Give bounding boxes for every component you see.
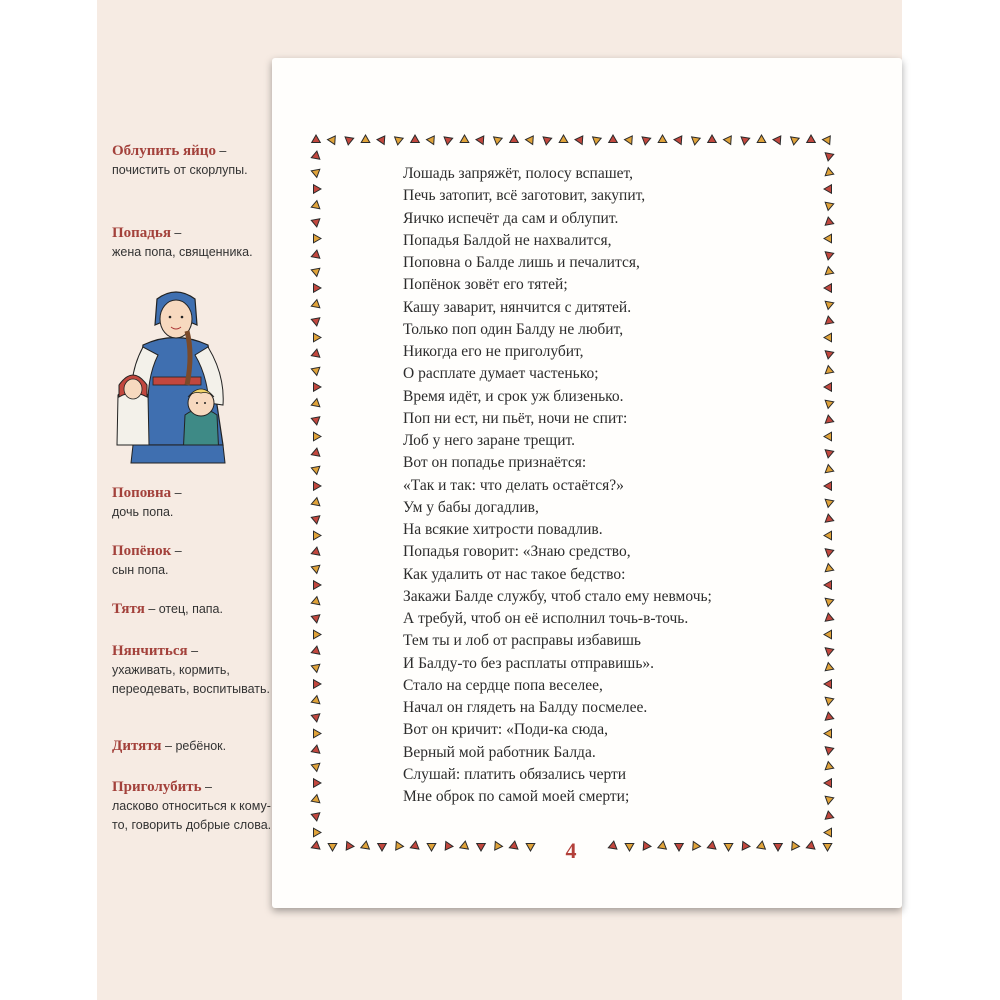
- border-ornament: [311, 201, 320, 209]
- poem-line: Попадья говорит: «Знаю средство,: [403, 543, 631, 561]
- glossary-separator: –: [170, 226, 182, 240]
- border-ornament: [825, 648, 834, 656]
- border-ornament: [495, 842, 503, 851]
- poem-text: [403, 163, 803, 808]
- border-ornament: [427, 136, 435, 145]
- border-ornament: [824, 581, 832, 590]
- border-ornament: [824, 383, 832, 392]
- glossary-definition: почистить от скорлупы.: [112, 163, 248, 177]
- glossary-definition: ухаживать, кормить, переодевать, воспитывать.: [112, 663, 270, 696]
- border-ornament: [825, 168, 834, 176]
- border-ornament: [311, 745, 320, 753]
- border-ornament: [658, 841, 667, 849]
- poem-line: Поп ни ест, ни пьёт, ночи не спит:: [403, 409, 628, 427]
- border-ornament: [741, 137, 750, 145]
- border-ornament: [311, 498, 320, 506]
- border-ornament: [707, 841, 716, 849]
- border-ornament: [757, 135, 766, 143]
- glossary-definition: ребёнок.: [175, 739, 227, 753]
- glossary-definition: ласково относиться к кому-то, говорить добрые слова.: [112, 799, 272, 832]
- poem-line: Мне оброк по самой моей смерти;: [403, 788, 630, 805]
- border-ornament: [311, 565, 320, 573]
- border-ornament: [311, 417, 320, 425]
- poem-line: Вот он попадье признаётся:: [403, 454, 587, 472]
- border-ornament: [314, 630, 322, 639]
- border-ornament: [692, 137, 701, 145]
- border-ornament: [825, 400, 834, 408]
- border-ornament: [361, 135, 370, 143]
- glossary-term: Тятя: [112, 601, 145, 617]
- poem-line: Ум у бабы догадлив,: [403, 498, 539, 516]
- poem-line: Попёнок зовёт его тятей;: [403, 276, 568, 294]
- poem-line: Поповна о Балде лишь и печалится,: [403, 254, 640, 271]
- border-ornament: [396, 842, 404, 851]
- border-ornament: [825, 316, 834, 324]
- border-ornament: [823, 844, 832, 852]
- border-ornament: [791, 137, 800, 145]
- border-ornament: [311, 516, 320, 524]
- border-ornament: [825, 613, 834, 621]
- border-ornament: [477, 844, 486, 852]
- border-ornament: [311, 597, 320, 605]
- border-ornament: [311, 300, 320, 308]
- border-ornament: [825, 762, 834, 770]
- border-ornament: [825, 712, 834, 720]
- poem-line: Время идёт, и срок уж близенько.: [403, 387, 624, 405]
- border-ornament: [593, 137, 602, 145]
- border-ornament: [643, 842, 651, 851]
- border-ornament: [311, 219, 320, 227]
- border-ornament: [825, 598, 834, 606]
- border-ornament: [825, 450, 834, 458]
- glossary-definition: дочь попа.: [112, 505, 174, 519]
- border-ornament: [608, 841, 617, 849]
- glossary-term: Нянчиться: [112, 643, 188, 659]
- border-ornament: [314, 284, 322, 293]
- border-ornament: [807, 135, 816, 143]
- border-ornament: [476, 136, 484, 145]
- border-ornament: [824, 828, 832, 837]
- border-ornament: [825, 697, 834, 705]
- border-ornament: [494, 137, 503, 145]
- border-ornament: [559, 135, 568, 143]
- poem-line: «Так и так: что делать остаётся?»: [403, 476, 624, 494]
- border-ornament: [575, 136, 583, 145]
- border-ornament: [825, 549, 834, 557]
- border-ornament: [314, 383, 322, 392]
- glossary-term: Приголубить: [112, 779, 202, 795]
- glossary-separator: –: [144, 602, 159, 616]
- border-ornament: [314, 779, 322, 788]
- border-ornament: [311, 763, 320, 771]
- border-ornament: [311, 399, 320, 407]
- page-number: 4: [565, 838, 577, 863]
- border-ornament: [674, 136, 682, 145]
- border-ornament: [460, 135, 469, 143]
- poem-line: Лоб у него заране трещит.: [403, 432, 576, 449]
- border-ornament: [658, 135, 667, 143]
- border-ornament: [625, 136, 633, 145]
- glossary-term: Попадья: [112, 225, 171, 241]
- border-ornament: [825, 351, 834, 359]
- poem-line: О расплате думает частенько;: [403, 365, 599, 383]
- glossary-separator: –: [201, 780, 212, 794]
- poem-line: Тем ты и лоб от расправы избавишь: [403, 632, 641, 650]
- border-ornament: [378, 844, 387, 852]
- border-ornament: [724, 844, 733, 852]
- glossary-separator: –: [171, 544, 182, 558]
- border-ornament: [311, 646, 320, 654]
- border-ornament: [427, 844, 436, 852]
- border-ornament: [311, 466, 320, 474]
- border-ornament: [824, 680, 832, 689]
- glossary-definition: жена попа, священника.: [112, 245, 253, 259]
- border-ornament: [311, 367, 320, 375]
- border-ornament: [824, 482, 832, 491]
- border-ornament: [312, 135, 321, 143]
- border-ornament: [825, 499, 834, 507]
- poem-line: Лошадь запряжёт, полосу вспашет,: [403, 165, 634, 182]
- border-ornament: [823, 136, 831, 145]
- border-ornament: [824, 432, 832, 441]
- border-ornament: [377, 136, 385, 145]
- border-ornament: [328, 136, 336, 145]
- poem-line: На всякие хитрости повадлив.: [403, 521, 603, 538]
- border-ornament: [311, 813, 320, 821]
- border-ornament: [825, 252, 834, 260]
- poem-line: Как удалить от нас такое бедство:: [403, 565, 626, 583]
- border-ornament: [757, 841, 766, 849]
- glossary-term: Попёнок: [112, 543, 172, 559]
- poem-line: Слушай: платить обязались черти: [403, 765, 627, 783]
- border-ornament: [824, 234, 832, 243]
- border-ornament: [825, 747, 834, 755]
- border-ornament: [311, 169, 320, 177]
- border-ornament: [311, 714, 320, 722]
- border-ornament: [526, 844, 535, 852]
- border-ornament: [314, 581, 322, 590]
- border-ornament: [693, 842, 701, 851]
- glossary-term: Облупить яйцо: [112, 143, 216, 159]
- glossary-separator: –: [161, 739, 176, 753]
- glossary-separator: –: [171, 486, 182, 500]
- border-ornament: [314, 531, 322, 540]
- border-ornament: [311, 841, 320, 849]
- poem-line: А требуй, чтоб он её исполнил точь-в-точь.: [403, 610, 689, 627]
- border-ornament: [346, 842, 354, 851]
- border-ornament: [824, 333, 832, 342]
- border-ornament: [526, 136, 534, 145]
- border-ornament: [825, 564, 834, 572]
- poem-line: Яичко испечёт да сам и облупит.: [403, 209, 619, 227]
- border-ornament: [773, 136, 781, 145]
- border-ornament: [444, 137, 453, 145]
- border-ornament: [825, 514, 834, 522]
- border-ornament: [314, 432, 322, 441]
- glossary-term: Поповна: [112, 485, 172, 501]
- border-ornament: [824, 284, 832, 293]
- border-ornament: [314, 680, 322, 689]
- border-ornament: [345, 137, 354, 145]
- glossary-separator: –: [215, 144, 227, 158]
- border-ornament: [825, 267, 834, 275]
- poem-line: Никогда его не приголубит,: [403, 343, 584, 360]
- border-ornament: [806, 841, 815, 849]
- border-ornament: [311, 318, 320, 326]
- glossary-term: Дитятя: [112, 738, 162, 754]
- border-ornament: [328, 844, 337, 852]
- border-ornament: [742, 842, 750, 851]
- border-ornament: [314, 828, 322, 837]
- border-ornament: [395, 137, 404, 145]
- poem-line: Кашу заварит, нянчится с дитятей.: [403, 298, 632, 316]
- border-ornament: [311, 615, 320, 623]
- border-ornament: [311, 250, 320, 258]
- border-ornament: [314, 482, 322, 491]
- border-ornament: [824, 729, 832, 738]
- border-ornament: [824, 779, 832, 788]
- border-ornament: [543, 137, 552, 145]
- border-ornament: [824, 630, 832, 639]
- border-ornament: [311, 151, 320, 159]
- border-ornament: [311, 547, 320, 555]
- border-ornament: [410, 841, 419, 849]
- border-ornament: [824, 185, 832, 194]
- glossary-definition: отец, папа.: [158, 602, 223, 616]
- border-ornament: [774, 844, 783, 852]
- border-ornament: [825, 301, 834, 309]
- border-ornament: [825, 217, 834, 225]
- border-ornament: [314, 185, 322, 194]
- border-ornament: [311, 448, 320, 456]
- poem-line: Только поп один Балду не любит,: [403, 320, 624, 338]
- border-ornament: [311, 349, 320, 357]
- glossary-separator: –: [187, 644, 199, 658]
- border-ornament: [509, 841, 518, 849]
- poem-line: Закажи Балде службу, чтоб стало ему невмочь;: [403, 587, 712, 605]
- border-ornament: [311, 795, 320, 803]
- border-ornament: [445, 842, 453, 851]
- border-ornament: [311, 664, 320, 672]
- border-ornament: [825, 415, 834, 423]
- border-ornament: [311, 696, 320, 704]
- border-ornament: [460, 841, 469, 849]
- border-ornament: [825, 366, 834, 374]
- poem-line: Попадья Балдой не нахвалится,: [403, 231, 612, 249]
- glossary-definition: сын попа.: [112, 563, 169, 577]
- border-ornament: [708, 135, 717, 143]
- border-ornament: [361, 841, 370, 849]
- border-ornament: [825, 202, 834, 210]
- poem-line: Вот он кричит: «Поди-ка сюда,: [403, 721, 609, 739]
- border-ornament: [411, 135, 420, 143]
- border-ornament: [675, 844, 684, 852]
- border-ornament: [825, 796, 834, 804]
- poem-line: Печь затопит, всё заготовит, закупит,: [403, 187, 646, 205]
- border-ornament: [311, 268, 320, 276]
- border-ornament: [825, 153, 834, 161]
- border-ornament: [314, 729, 322, 738]
- poem-line: Начал он глядеть на Балду посмелее.: [403, 699, 648, 716]
- border-ornament: [625, 844, 634, 852]
- border-ornament: [314, 333, 322, 342]
- border-ornament: [824, 531, 832, 540]
- border-ornament: [792, 842, 800, 851]
- border-ornament: [724, 136, 732, 145]
- border-ornament: [314, 234, 322, 243]
- border-ornament: [510, 135, 519, 143]
- border-ornament: [642, 137, 651, 145]
- border-ornament: [825, 465, 834, 473]
- poem-line: Верный мой работник Балда.: [403, 743, 596, 761]
- poem-line: И Балду-то без расплаты отправишь».: [403, 654, 655, 672]
- poem-line: Стало на сердце попа веселее,: [403, 676, 603, 694]
- border-ornament: [609, 135, 618, 143]
- border-ornament: [825, 663, 834, 671]
- border-ornament: [825, 811, 834, 819]
